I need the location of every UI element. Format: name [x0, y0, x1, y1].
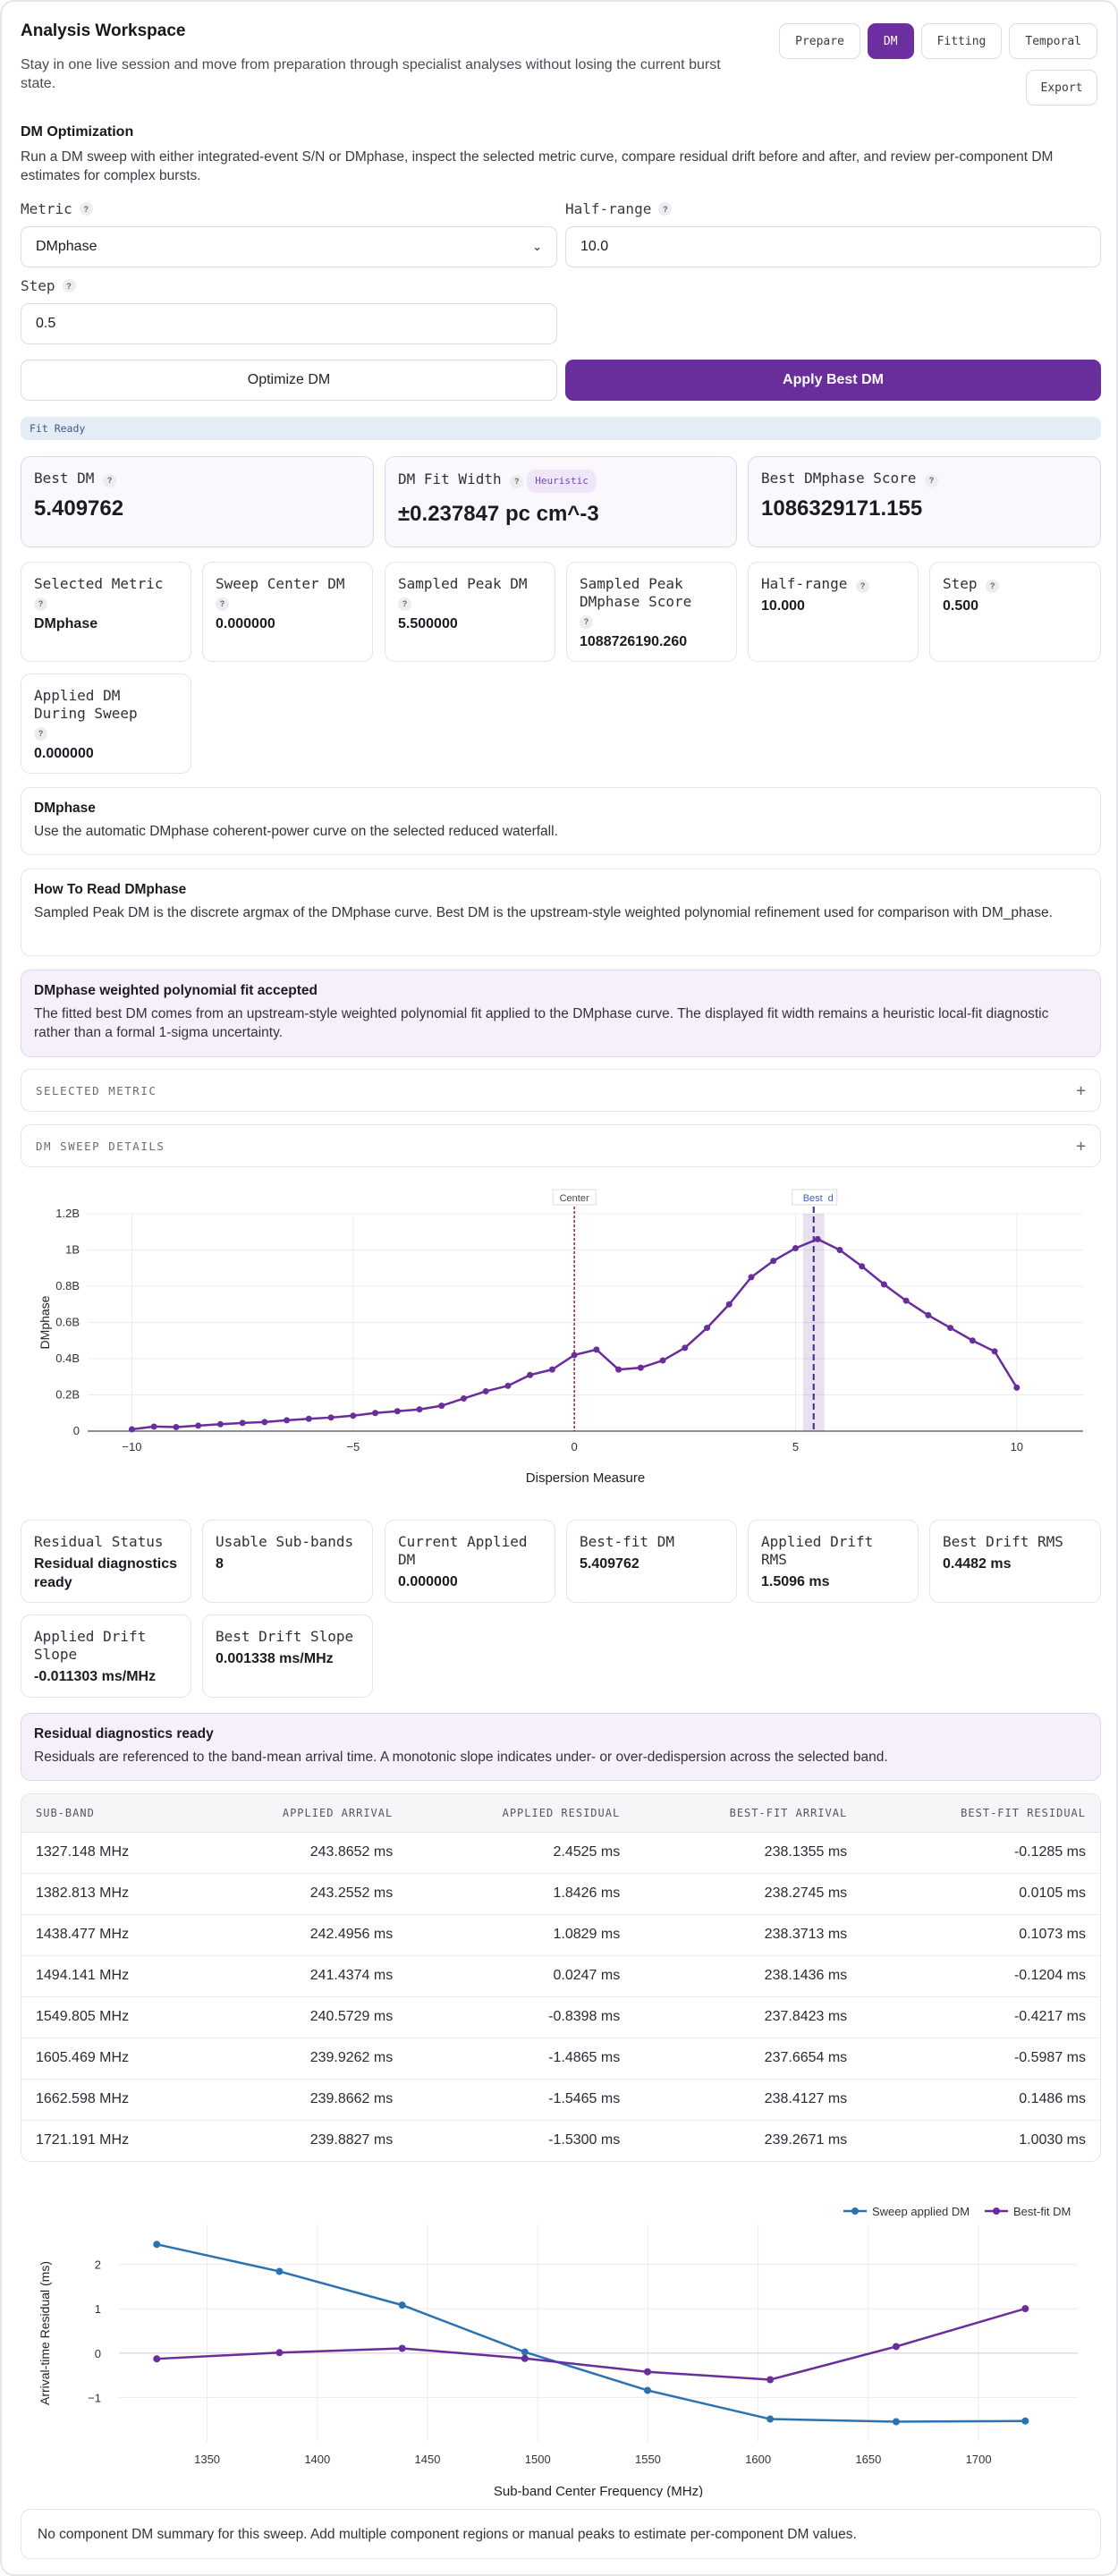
- component-summary-note: [21, 2509, 1101, 2559]
- best-dm-label-text: Best DM: [34, 470, 95, 487]
- best-fit-point: [399, 2344, 406, 2351]
- table-cell: -1.5300 ms: [548, 2132, 621, 2148]
- stat-card: [21, 562, 191, 662]
- x-tick-label: 1450: [414, 2453, 441, 2466]
- apply-best-dm-button[interactable]: Apply Best DM: [565, 360, 1101, 401]
- table-row: [21, 2038, 1100, 2079]
- help-icon[interactable]: ?: [398, 597, 411, 611]
- help-icon[interactable]: ?: [34, 727, 47, 741]
- table-cell: -0.5987 ms: [861, 2038, 1100, 2079]
- table-cell: 239.8662 ms: [191, 2079, 407, 2120]
- table-row: [21, 1832, 1100, 1873]
- stat-value: DMphase: [34, 616, 98, 631]
- dmphase-point: [350, 1412, 356, 1419]
- fit-accepted-note: [21, 970, 1101, 1057]
- table-cell: 0.0105 ms: [861, 1873, 1100, 1914]
- dmphase-point: [572, 1352, 578, 1358]
- dmphase-point: [438, 1402, 445, 1409]
- dmphase-point: [151, 1423, 157, 1429]
- table-cell: 0.1486 ms: [861, 2079, 1100, 2120]
- table-cell: -0.8398 ms: [407, 1996, 634, 2038]
- y-tick-label: 2: [94, 2258, 101, 2272]
- stat-label-text: Sampled Peak DMphase Score: [580, 575, 692, 610]
- table-cell: 1605.469 MHz: [21, 2038, 191, 2079]
- table-row: [21, 1873, 1100, 1914]
- dmphase-point: [284, 1417, 290, 1423]
- dmphase-point: [1013, 1385, 1020, 1391]
- table-cell: 243.8652 ms: [191, 1832, 407, 1873]
- dmphase-point: [660, 1358, 666, 1364]
- stat-label-text: Applied DM During Sweep: [34, 687, 138, 722]
- best-dm-label: [34, 470, 360, 487]
- metric-select-value: DMphase: [36, 239, 97, 254]
- dmphase-point: [217, 1421, 224, 1428]
- metric-label-text: Metric: [21, 200, 72, 217]
- residual-stat-card: [385, 1520, 555, 1603]
- table-row: [21, 2120, 1100, 2161]
- x-tick-label: 1600: [745, 2453, 772, 2466]
- collapse-label: SELECTED METRIC: [36, 1083, 157, 1097]
- stat-value: 5.500000: [398, 616, 458, 631]
- dmphase-point: [261, 1419, 267, 1425]
- stat-value: -0.011303 ms/MHz: [34, 1669, 157, 1684]
- chevron-down-icon: ⌄: [532, 240, 542, 253]
- x-tick-label: 0: [571, 1440, 578, 1453]
- note-title: Residual diagnostics ready: [34, 1726, 214, 1741]
- table-cell: -1.4865 ms: [407, 2038, 634, 2079]
- best-fit-point: [1021, 2305, 1029, 2312]
- table-cell: 239.9262 ms: [191, 2038, 407, 2079]
- tab-prepare[interactable]: Prepare: [779, 23, 860, 59]
- page-title: Analysis Workspace: [21, 21, 186, 40]
- sweep-applied-point: [521, 2349, 529, 2356]
- dmphase-point: [992, 1348, 998, 1354]
- table-cell: -0.1285 ms: [861, 1832, 1100, 1873]
- note-description: Sampled Peak DM is the discrete argmax of the DMphase curve. Best DM is the upstream-style weighted polynomial refinement used for comparison with DM_phase.: [34, 905, 1053, 920]
- residual-stat-card: [202, 1614, 373, 1698]
- help-icon[interactable]: ?: [510, 475, 523, 488]
- stat-value: 0.4482 ms: [943, 1556, 1012, 1572]
- center-label: Center: [559, 1193, 589, 1204]
- residual-chart: [21, 2189, 1101, 2497]
- dmphase-point: [483, 1388, 489, 1394]
- selected-metric-toggle[interactable]: [21, 1069, 1101, 1112]
- table-header-row: [21, 1794, 1100, 1832]
- fit-width-label: [398, 470, 724, 493]
- step-label-text: Step: [21, 277, 55, 294]
- heuristic-badge: Heuristic: [527, 470, 597, 493]
- stat-label-text: Sampled Peak DM: [398, 575, 528, 592]
- optimize-dm-button[interactable]: Optimize DM: [21, 360, 557, 401]
- dmphase-point: [461, 1395, 467, 1402]
- plus-icon: +: [1076, 1136, 1086, 1156]
- stat-label-text: Sweep Center DM: [216, 575, 345, 592]
- stat-value: 10.000: [761, 598, 805, 614]
- table-cell: 243.2552 ms: [191, 1873, 407, 1914]
- metric-select[interactable]: [21, 226, 557, 267]
- residual-ready-note: [21, 1713, 1101, 1781]
- table-cell: 238.1355 ms: [634, 1832, 861, 1873]
- stat-label: Applied Drift Slope: [34, 1628, 147, 1663]
- workflow-tabs: [779, 23, 1097, 59]
- column-header: SUB-BAND: [21, 1794, 191, 1832]
- dmphase-point: [792, 1245, 799, 1251]
- residual-stat-card: [929, 1520, 1101, 1603]
- table-cell: 1438.477 MHz: [21, 1914, 191, 1955]
- help-icon[interactable]: ?: [63, 279, 76, 292]
- y-tick-label: 0: [94, 2346, 101, 2360]
- stat-value: 0.500: [943, 598, 979, 614]
- y-tick-label: 1.2B: [55, 1207, 80, 1220]
- x-tick-label: 5: [792, 1440, 800, 1453]
- tab-fitting[interactable]: Fitting: [921, 23, 1003, 59]
- x-tick-label: 1350: [194, 2453, 221, 2466]
- stat-label: Current Applied DM: [398, 1533, 528, 1568]
- stat-card: [748, 562, 919, 662]
- note-title: DMphase weighted polynomial fit accepted: [34, 983, 318, 998]
- legend-label: Best-fit DM: [1013, 2205, 1071, 2218]
- dmphase-point: [504, 1383, 511, 1389]
- sweep-applied-point: [153, 2241, 160, 2248]
- column-header: APPLIED ARRIVAL: [191, 1794, 407, 1832]
- table-cell: -0.1204 ms: [861, 1955, 1100, 1996]
- x-tick-label: −10: [122, 1440, 142, 1453]
- dmphase-point: [173, 1424, 179, 1430]
- dmphase-point: [770, 1258, 776, 1264]
- help-icon[interactable]: ?: [856, 580, 869, 593]
- stat-value: 8: [216, 1556, 224, 1572]
- y-tick-label: 0.8B: [55, 1279, 80, 1292]
- legend-marker: [851, 2207, 859, 2215]
- dmphase-point: [970, 1337, 976, 1343]
- dmphase-point: [593, 1346, 599, 1352]
- sweep-applied-point: [644, 2386, 651, 2394]
- sweep-applied-point: [399, 2301, 406, 2309]
- stat-label: [34, 687, 178, 741]
- fit-width-label-text: DM Fit Width: [398, 470, 502, 487]
- table-cell: 237.8423 ms: [634, 1996, 861, 2038]
- x-tick-label: 1650: [855, 2453, 882, 2466]
- table-cell: 0.1073 ms: [861, 1914, 1100, 1955]
- sweep-applied-point: [767, 2416, 774, 2423]
- table-cell: 0.0247 ms: [407, 1955, 634, 1996]
- how-to-read-note: [21, 869, 1101, 956]
- help-icon[interactable]: ?: [103, 474, 116, 487]
- dmphase-point: [129, 1426, 135, 1432]
- help-icon[interactable]: ?: [580, 615, 593, 629]
- stat-label-text: Selected Metric: [34, 575, 164, 592]
- table-cell: 1.0829 ms: [407, 1914, 634, 1955]
- x-axis-title: Sub-band Center Frequency (MHz): [493, 2484, 704, 2497]
- help-icon[interactable]: ?: [216, 597, 229, 611]
- table-cell: 2.4525 ms: [407, 1832, 634, 1873]
- x-tick-label: 10: [1010, 1440, 1024, 1453]
- stat-label: Applied Drift RMS: [761, 1533, 874, 1568]
- dm-sweep-chart: [21, 1187, 1101, 1509]
- dmphase-point: [306, 1416, 312, 1422]
- residual-stat-card: [21, 1520, 191, 1603]
- page-subtitle: Stay in one live session and move from preparation through specialist analyses without losing the current burst state.: [21, 57, 721, 91]
- help-icon[interactable]: ?: [658, 202, 672, 216]
- stat-card: [385, 562, 555, 662]
- table-cell: 1382.813 MHz: [21, 1873, 191, 1914]
- stat-value: 0.000000: [34, 746, 94, 761]
- dmphase-point: [195, 1422, 201, 1428]
- sweep-details-toggle[interactable]: [21, 1124, 1101, 1167]
- note-description: Residuals are referenced to the band-mean arrival time. A monotonic slope indicates under- or over-dedispersion across the selected band.: [34, 1750, 888, 1765]
- stat-card: [566, 562, 737, 662]
- table-cell: 1721.191 MHz: [36, 2132, 130, 2148]
- table-cell: 238.2745 ms: [634, 1873, 861, 1914]
- legend-label: Sweep applied DM: [872, 2205, 970, 2218]
- x-tick-label: −5: [346, 1440, 360, 1453]
- column-header: BEST-FIT RESIDUAL: [861, 1794, 1100, 1832]
- y-axis-title: DMphase: [38, 1295, 52, 1350]
- table-cell: 1.8426 ms: [407, 1873, 634, 1914]
- fit-width-value: ±0.237847 pc cm^-3: [398, 502, 599, 526]
- residual-table: [21, 1793, 1101, 2162]
- stat-card: [21, 674, 191, 774]
- stat-value: 1.5096 ms: [761, 1574, 830, 1589]
- residual-stat-card: [202, 1520, 373, 1603]
- x-tick-label: 1550: [634, 2453, 661, 2466]
- dmphase-point: [859, 1263, 865, 1269]
- table-row: [21, 1996, 1100, 2038]
- halfrange-label: [565, 200, 672, 217]
- stat-value: 0.000000: [216, 616, 275, 631]
- legend-marker: [993, 2207, 1000, 2215]
- dmphase-point: [549, 1367, 555, 1373]
- best-fit-point: [893, 2343, 900, 2350]
- status-banner: Fit Ready: [21, 417, 1101, 440]
- best-score-label: [761, 470, 1088, 487]
- y-tick-label: −1: [88, 2391, 101, 2405]
- table-cell: 238.3713 ms: [634, 1914, 861, 1955]
- table-cell: 239.2671 ms: [764, 2132, 848, 2148]
- sweep-applied-point: [275, 2267, 283, 2275]
- dmphase-point: [903, 1298, 910, 1304]
- section-title: DM Optimization: [21, 124, 134, 140]
- best-score-label-text: Best DMphase Score: [761, 470, 917, 487]
- step-input[interactable]: 0.5: [21, 303, 557, 344]
- residual-stat-card: [566, 1520, 737, 1603]
- stat-label: Best Drift Slope: [216, 1628, 354, 1645]
- stat-value: 0.000000: [398, 1574, 458, 1589]
- table-cell: -1.5465 ms: [407, 2079, 634, 2120]
- stat-value: Residual diagnostics ready: [34, 1556, 178, 1590]
- table-cell: 1662.598 MHz: [21, 2079, 191, 2120]
- note-description: The fitted best DM comes from an upstream-style weighted polynomial fit applied to the DMphase curve. The displayed fit width remains a heuristic local-fit diagnostic rather than a formal 1-sigma uncertainty.: [34, 1006, 1049, 1040]
- help-icon[interactable]: ?: [925, 474, 938, 487]
- table-row: [21, 2079, 1100, 2120]
- stat-card: [929, 562, 1101, 662]
- table-row: [21, 1955, 1100, 1996]
- column-header: APPLIED RESIDUAL: [407, 1794, 634, 1832]
- note-title: How To Read DMphase: [34, 882, 187, 897]
- y-axis-title: Arrival-time Residual (ms): [38, 2260, 52, 2406]
- dmphase-point: [527, 1372, 533, 1378]
- dmphase-point: [749, 1274, 755, 1280]
- table-cell: 237.6654 ms: [634, 2038, 861, 2079]
- stat-label: [580, 575, 724, 629]
- section-description: Run a DM sweep with either integrated-event S/N or DMphase, inspect the selected metric curve, compare residual drift before and after, and review per-component DM estimates for complex bursts.: [21, 149, 1054, 183]
- sweep-applied-point: [1021, 2418, 1029, 2425]
- table-cell: 1549.805 MHz: [21, 1996, 191, 2038]
- best-fit-point: [644, 2368, 651, 2376]
- x-axis-title: Dispersion Measure: [525, 1470, 646, 1486]
- table-cell: -0.4217 ms: [861, 1996, 1100, 2038]
- stat-label: [398, 575, 542, 611]
- help-icon[interactable]: ?: [80, 202, 93, 216]
- plus-icon: +: [1076, 1080, 1086, 1100]
- dmphase-point: [925, 1312, 931, 1318]
- y-tick-label: 0.4B: [55, 1352, 80, 1365]
- table-cell: 238.1436 ms: [634, 1955, 861, 1996]
- table-cell: 239.8827 ms: [309, 2132, 394, 2148]
- stat-label: Best Drift RMS: [943, 1533, 1063, 1550]
- stat-label: [216, 575, 360, 611]
- y-tick-label: 0.2B: [55, 1387, 80, 1402]
- dmphase-point: [328, 1414, 335, 1420]
- table-cell: 1494.141 MHz: [21, 1955, 191, 1996]
- best-score-card: [748, 456, 1101, 547]
- tab-dm[interactable]: DM: [868, 23, 914, 59]
- y-tick-label: 1: [94, 2302, 101, 2317]
- stat-label: Usable Sub-bands: [216, 1533, 354, 1550]
- dmphase-note: [21, 787, 1101, 855]
- sweep-applied-point: [893, 2419, 900, 2426]
- stat-label: Best-fit DM: [580, 1533, 674, 1550]
- best-dm-value: 5.409762: [34, 496, 124, 521]
- halfrange-input[interactable]: 10.0: [565, 226, 1101, 267]
- tab-temporal[interactable]: Temporal: [1009, 23, 1097, 59]
- stat-label: [34, 575, 178, 611]
- best-fit-point: [767, 2377, 774, 2384]
- table-cell: 242.4956 ms: [191, 1914, 407, 1955]
- column-header: BEST-FIT ARRIVAL: [634, 1794, 861, 1832]
- dmphase-point: [682, 1344, 688, 1351]
- dmphase-point: [947, 1325, 953, 1331]
- x-tick-label: 1500: [524, 2453, 551, 2466]
- y-tick-label: 1B: [65, 1242, 80, 1257]
- dmphase-point: [417, 1406, 423, 1412]
- dmphase-point: [240, 1419, 246, 1426]
- sweep-applied-line: [157, 2244, 1025, 2421]
- stat-label: Residual Status: [34, 1533, 164, 1550]
- stat-label-text: Half-range: [761, 575, 848, 592]
- y-tick-label: 0: [72, 1424, 80, 1437]
- best-label: Best: [802, 1193, 823, 1204]
- table-row: [21, 1914, 1100, 1955]
- table-cell: 1327.148 MHz: [21, 1832, 191, 1873]
- note-description: Use the automatic DMphase coherent-power curve on the selected reduced waterfall.: [34, 824, 558, 839]
- best-fit-point: [275, 2349, 283, 2356]
- dmphase-point: [394, 1408, 401, 1414]
- residual-stat-card: [748, 1520, 919, 1603]
- table-cell: 241.4374 ms: [191, 1955, 407, 1996]
- stat-label: [761, 575, 905, 593]
- halfrange-label-text: Half-range: [565, 200, 652, 217]
- y-tick-label: 0.6B: [55, 1315, 80, 1329]
- best-fit-point: [153, 2355, 160, 2362]
- dmphase-point: [638, 1365, 644, 1371]
- residual-stat-card: [21, 1614, 191, 1698]
- collapse-label: DM SWEEP DETAILS: [36, 1139, 165, 1153]
- dmphase-point: [726, 1301, 733, 1308]
- best-score-value: 1086329171.155: [761, 496, 923, 521]
- x-tick-label: 1700: [965, 2453, 992, 2466]
- stat-card: [202, 562, 373, 662]
- best-label-suffix: d: [827, 1193, 834, 1204]
- best-dm-card: [21, 456, 374, 547]
- stat-label-text: Step: [943, 575, 978, 592]
- x-tick-label: 1400: [304, 2453, 331, 2466]
- dmphase-point: [836, 1247, 843, 1253]
- dmphase-point: [704, 1325, 710, 1331]
- fit-width-card: [385, 456, 737, 547]
- stat-value: 5.409762: [580, 1556, 639, 1572]
- metric-label: [21, 200, 93, 217]
- dmphase-point: [372, 1410, 378, 1416]
- table-cell: 1.0030 ms: [1019, 2132, 1086, 2148]
- export-button[interactable]: Export: [1026, 70, 1097, 106]
- dmphase-point: [881, 1281, 887, 1287]
- table-cell: 238.4127 ms: [634, 2079, 861, 2120]
- best-fit-point: [521, 2355, 529, 2362]
- help-icon[interactable]: ?: [986, 580, 999, 593]
- stat-label: [943, 575, 1088, 593]
- dmphase-point: [815, 1236, 821, 1242]
- stat-value: 0.001338 ms/MHz: [216, 1651, 334, 1666]
- step-label: [21, 277, 76, 294]
- table-cell: 240.5729 ms: [191, 1996, 407, 2038]
- dmphase-point: [615, 1367, 622, 1373]
- help-icon[interactable]: ?: [34, 597, 47, 611]
- note-description: No component DM summary for this sweep. Add multiple component regions or manual peaks to estimate per-component DM values.: [38, 2526, 857, 2542]
- stat-value: 1088726190.260: [580, 634, 688, 649]
- note-title: DMphase: [34, 801, 96, 816]
